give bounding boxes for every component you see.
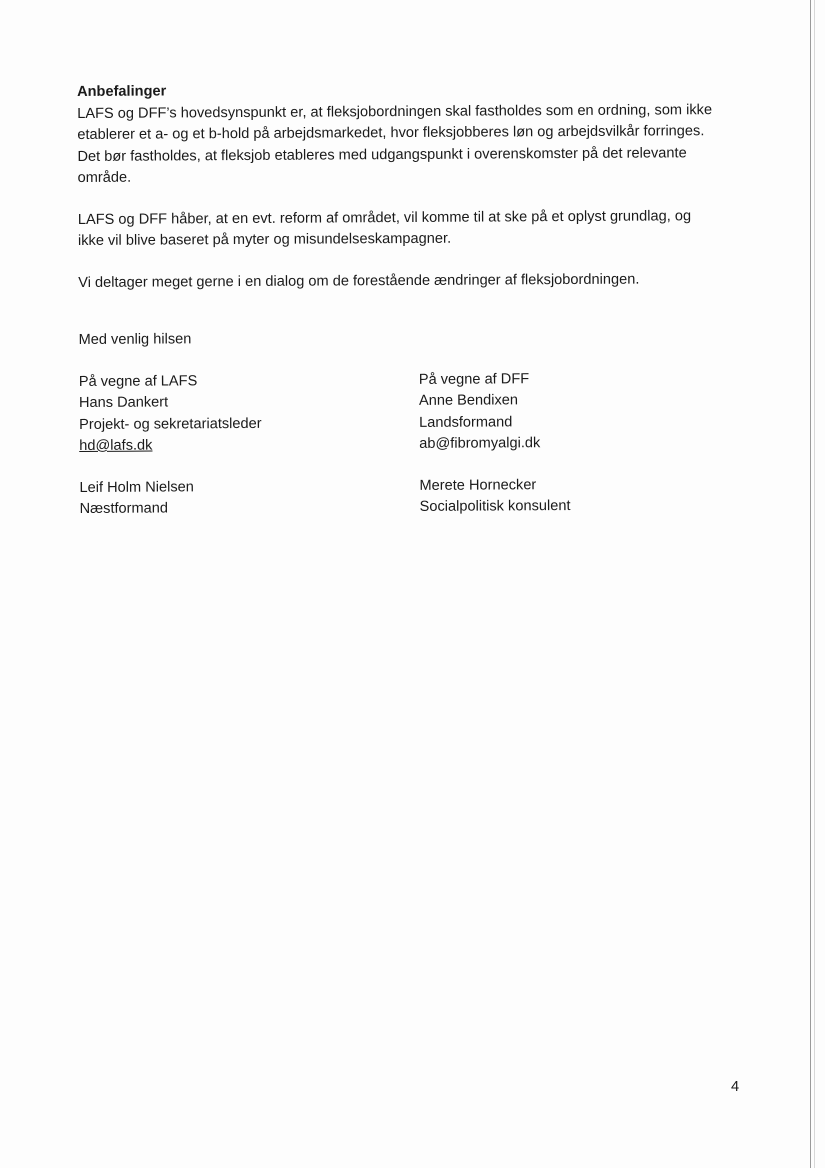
signature-block-lafs-2 — [79, 475, 419, 520]
paragraph-main-viewpoint: LAFS og DFF’s hovedsynspunkt er, at fleksjobordningen skal fastholdes som en ordning, som ikke etablerer et a- og et b-hold på arbejdsmarkedet, hvor fleksjobberes løn og arbejdsvilkår forringes. Det bør fastholdes, at fleksjob etableres med udgangspunkt i overenskomster på det relevante område. — [77, 101, 713, 186]
on-behalf-lafs: På vegne af LAFS — [78, 372, 198, 390]
scan-edge-shadow — [814, 0, 815, 1168]
signer-name-dff: Anne Bendixen — [418, 392, 519, 409]
signer-name-lafs-2: Leif Holm Nielsen — [79, 478, 194, 496]
signature-block-lafs — [79, 369, 420, 457]
paragraph-reform: LAFS og DFF håber, at en evt. reform af området, vil komme til at ske på et oplyst grundlag, og ikke vil blive baseret på myter og misundelseskampagner. — [77, 207, 692, 249]
scan-edge-line — [810, 0, 811, 1168]
signer-title-dff: Landsformand — [419, 413, 513, 431]
signature-block-dff-2 — [419, 473, 759, 518]
signature-block-dff — [419, 367, 760, 455]
signer-title-dff-2: Socialpolitisk konsulent — [419, 497, 571, 515]
signature-column-lafs — [79, 369, 420, 520]
section-heading: Anbefalinger — [77, 83, 167, 100]
signature-column-dff — [419, 367, 760, 518]
page-number: 4 — [731, 1079, 740, 1095]
email-dff: ab@fibromyalgi.dk — [419, 435, 541, 452]
signer-name-dff-2: Merete Hornecker — [419, 476, 537, 494]
email-link-lafs[interactable]: hd@lafs.dk — [79, 437, 153, 454]
signature-grid — [79, 367, 760, 520]
paragraph-dialog: Vi deltager meget gerne i en dialog om de forestående ændringer af fleksjobordningen. — [78, 271, 640, 291]
signer-name-lafs: Hans Dankert — [78, 394, 169, 411]
signer-title-lafs-2: Næstformand — [79, 500, 169, 517]
signer-title-lafs: Projekt- og sekretariatsleder — [79, 415, 262, 433]
letter-body — [77, 78, 760, 521]
closing-greeting: Med venlig hilsen — [78, 331, 192, 348]
on-behalf-dff: På vegne af DFF — [418, 370, 530, 388]
